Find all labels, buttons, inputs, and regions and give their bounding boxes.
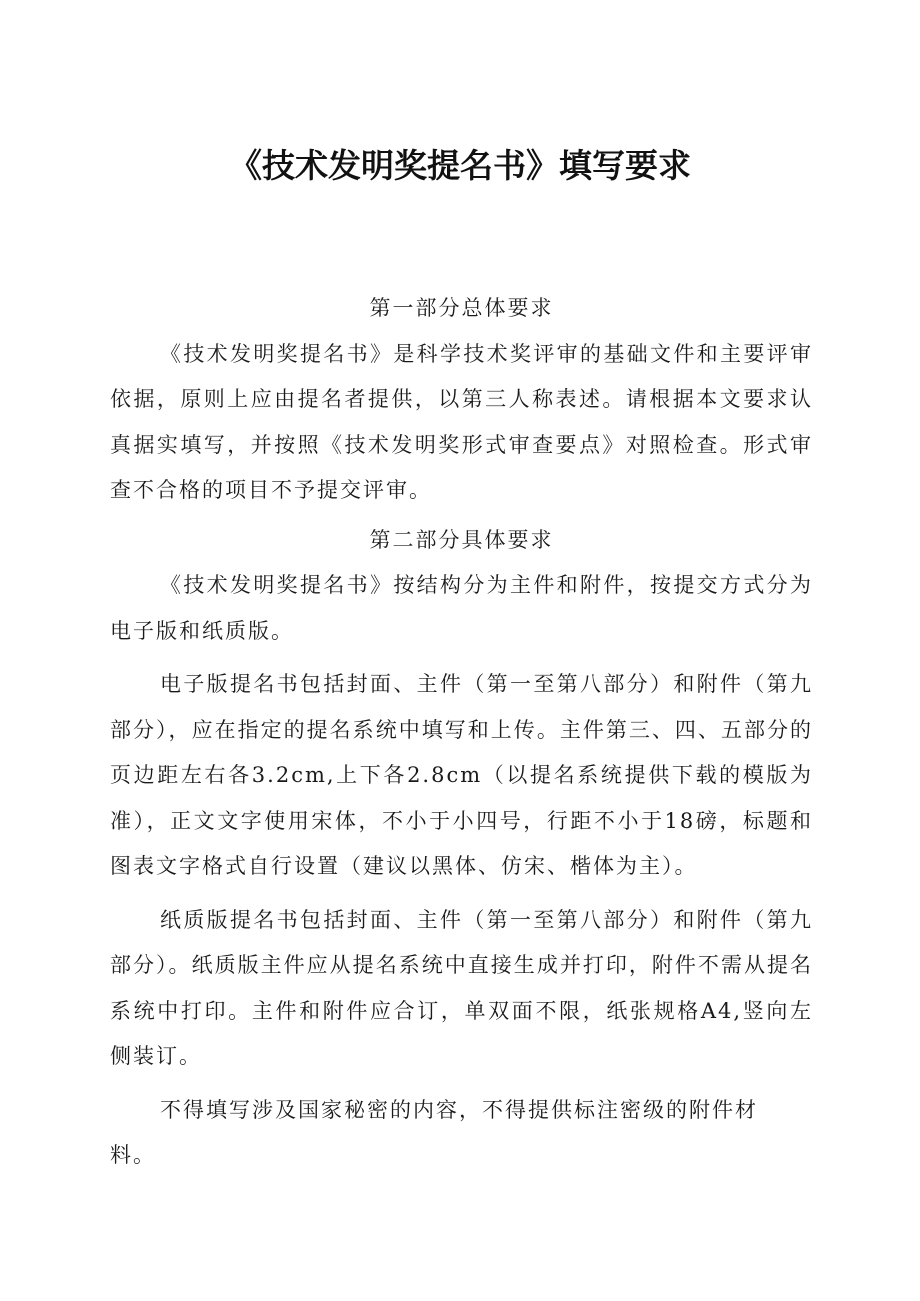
part2-heading: 第二部分具体要求: [369, 527, 554, 552]
part2-paragraph-2: 电子版提名书包括封面、主件（第一至第八部分）和附件（第九部分），应在指定的提名系统中填写和上传。主件第三、四、五部分的页边距左右各3.2cm,上下各2.8cm（以提名系统提供下载的模版为准），正文文字使用宋体，不小于小四号，行距不小于18磅，标题和图表文字格式自行设置（建议以黑体、仿宋、楷体为主）。: [110, 672, 813, 878]
part2-paragraph-1: 《技术发明奖提名书》按结构分为主件和附件，按提交方式分为电子版和纸质版。: [110, 573, 813, 643]
part1-paragraph-1: 《技术发明奖提名书》是科学技术奖评审的基础文件和主要评审依据，原则上应由提名者提供，以第三人称表述。请根据本文要求认真据实填写，并按照《技术发明奖形式审查要点》对照检查。形式审查不合格的项目不予提交评审。: [110, 341, 813, 502]
document-body: [110, 286, 813, 1179]
part2-paragraph-3: 纸质版提名书包括封面、主件（第一至第八部分）和附件（第九部分）。纸质版主件应从提名系统中直接生成并打印，附件不需从提名系统中打印。主件和附件应合订，单双面不限，纸张规格A4,竖向左侧装订。: [110, 907, 813, 1068]
document-title: 《技术发明奖提名书》填写要求: [229, 146, 691, 185]
part2-paragraph-4: 不得填写涉及国家秘密的内容，不得提供标注密级的附件材料。: [110, 1097, 758, 1167]
part1-heading: 第一部分总体要求: [369, 296, 554, 320]
